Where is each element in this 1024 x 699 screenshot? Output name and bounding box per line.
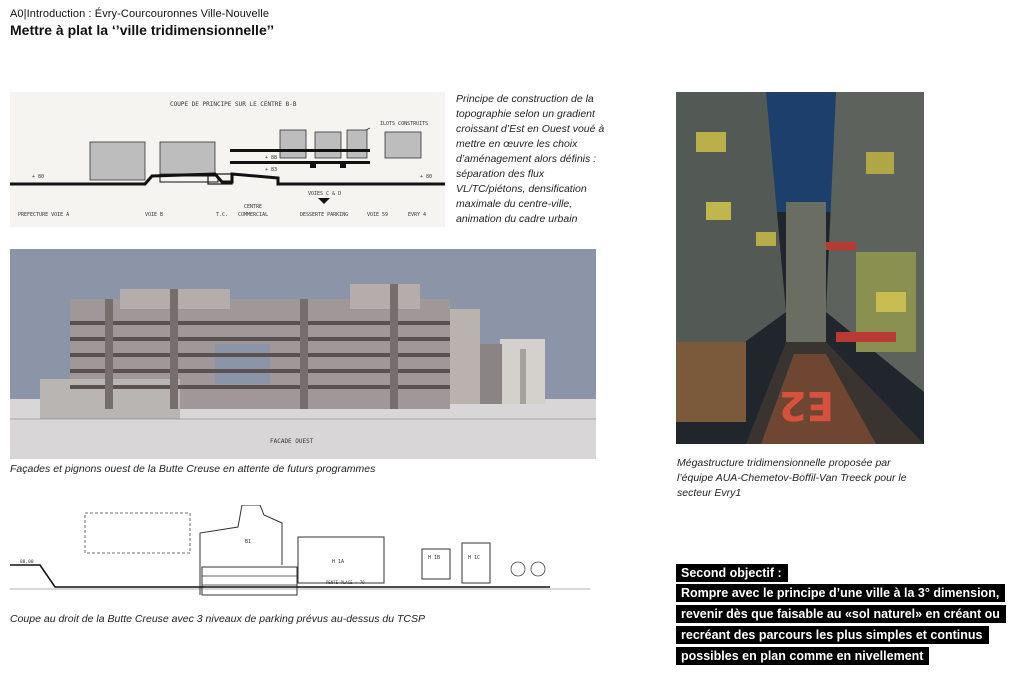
label-voie-59: VOIE 59	[367, 212, 389, 218]
section-drawing-center-bb	[10, 92, 445, 227]
tcsp-ground: PENTE PLACE + 79	[326, 580, 365, 585]
section-drawing-tcsp	[10, 505, 590, 605]
tcsp-b1: B1	[245, 539, 252, 545]
facade-label: FACADE OUEST	[270, 438, 314, 445]
page-title: Mettre à plat la ‘’ville tridimensionnelle’’	[10, 22, 274, 38]
tcsp-h1c: H 1C	[468, 555, 481, 561]
objective-line-4: possibles en plan comme en nivellement	[676, 646, 929, 666]
tcsp-level: 88,00	[20, 560, 34, 565]
level-88: + 88	[265, 155, 278, 161]
figure1-title: COUPE DE PRINCIPE SUR LE CENTRE B-B	[170, 101, 297, 108]
tcsp-h1b: H 1B	[428, 555, 441, 561]
label-voie-b: VOIE B	[145, 212, 164, 218]
tcsp-h1a: H 1A	[332, 559, 345, 565]
objective-line-1: Rompre avec le principe d’une ville à la 3° dimension,	[676, 583, 1005, 603]
objective-line-2: revenir dès que faisable au «sol naturel» en créant ou	[676, 604, 1006, 624]
caption-facades: Façades et pignons ouest de la Butte Creuse en attente de futurs programmes	[10, 463, 376, 475]
level-80-left: + 80	[32, 174, 45, 180]
level-83: + 83	[265, 167, 278, 173]
facade-ouest-drawing	[10, 249, 596, 459]
label-prefecture: PREFECTURE VOIE A	[18, 212, 70, 218]
objective-line-3: recréant des parcours les plus simples et continus	[676, 625, 989, 645]
label-centre: CENTRE	[244, 204, 263, 210]
level-80-right: + 80	[420, 174, 433, 180]
caption-tcsp: Coupe au droit de la Butte Creuse avec 3 niveaux de parking prévus au-dessus du TCSP	[10, 613, 425, 625]
caption-topography: Principe de construction de la topographie selon un gradient croissant d’Est en Ouest voué à mettre en œuvre les choix d’aménagement alors définis : séparation des flux VL/TC/piétons, densification maximale du centre-ville, animation du cadre urbain	[456, 93, 605, 225]
megastructure-illustration	[676, 92, 924, 444]
breadcrumb: A0|Introduction : Évry-Courcouronnes Ville-Nouvelle	[10, 8, 270, 20]
objective-heading: Second objectif :	[676, 563, 788, 583]
label-desserte: DESSERTE PARKING	[300, 212, 349, 218]
caption-megastructure: Mégastructure tridimensionnelle proposée par l’équipe AUA-Chemetov-Boffil-Van Treeck pour le secteur Evry1	[677, 457, 907, 499]
road-marking: E2	[778, 382, 834, 428]
voies-cd: VOIES C & D	[308, 191, 342, 197]
figure1-ilots: ILOTS CONSTRUITS	[380, 121, 429, 127]
label-commercial: COMMERCIAL	[238, 212, 269, 218]
label-tc: T.C.	[216, 212, 229, 218]
label-evry4: EVRY 4	[408, 212, 427, 218]
